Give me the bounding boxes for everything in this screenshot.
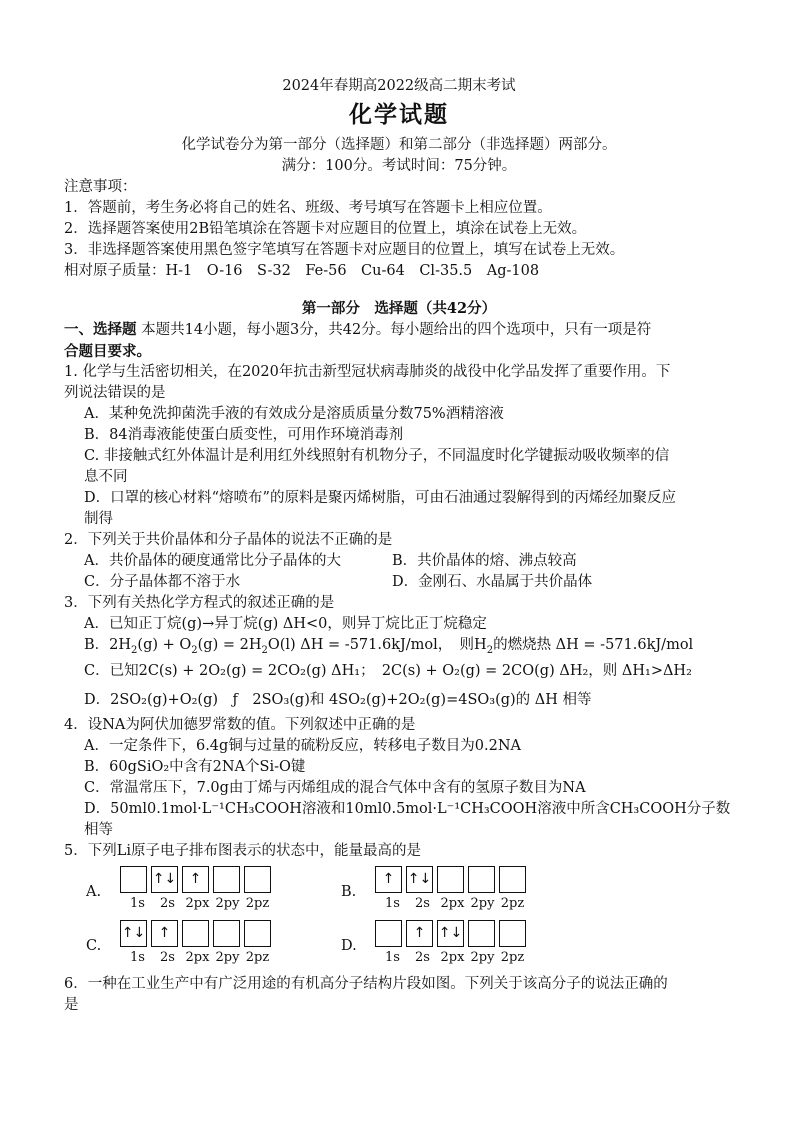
q5-options-row2 (64, 920, 734, 968)
orbital-label: 2pz (500, 949, 525, 965)
score-time: 满分：100分。考试时间：75分钟。 (281, 158, 517, 174)
q4-stem: 4．设NA为阿伏加德罗常数的值。下列叙述中正确的是 (64, 716, 416, 733)
orbital-2py (213, 866, 240, 893)
section-text: 本题共14小题，每小题3分，共42分。每小题给出的四个选项中，只有一项是符 (141, 322, 652, 338)
orbital-label: 2py (215, 949, 240, 965)
orbital-label: 1s (385, 895, 400, 911)
orbital-2py (468, 866, 495, 893)
orbital-1s: ↑↓ (120, 920, 147, 947)
q1-option-d: D．口罩的核心材料“熔喷布”的原料是聚丙烯树脂，可由石油通过裂解得到的丙烯经加聚反应 (84, 490, 676, 506)
section-label: 一、选择题 (64, 321, 137, 338)
q2-option-b: B．共价晶体的熔、沸点较高 (392, 553, 577, 569)
q4-option-d: D．50ml0.1mol·L⁻¹CH₃COOH溶液和10ml0.5mol·L⁻¹CH₃COOH溶液中所含CH₃COOH分子数 (84, 800, 731, 817)
part1-heading: 第一部分 选择题（共42分） (301, 300, 497, 317)
option-letter: B. (341, 883, 357, 900)
q5-stem: 5．下列Li原子电子排布图表示的状态中，能量最高的是 (64, 842, 421, 859)
q2-option-a: A．共价晶体的硬度通常比分子晶体的大 (84, 553, 341, 569)
q3-option-b: B．$2H_2(g) + O_2(g) = 2H_2O(l) \Delta H = -571.6kJ/mol$， 则$H_2$的燃烧热 ΔH = -571.6kJ/mol (84, 637, 694, 656)
option-letter: D. (341, 937, 357, 954)
orbital-2pz (244, 920, 271, 947)
orbital-label: 2px (185, 949, 210, 965)
q1-stem-cont: 列说法错误的是 (64, 385, 166, 401)
orbital-label: 2s (415, 949, 430, 965)
section-text-cont: 合题目要求。 (64, 343, 151, 360)
orbital-label: 2px (185, 895, 210, 911)
orbital-label: 1s (130, 949, 145, 965)
q1-option-b: B．84消毒液能使蛋白质变性，可用作环境消毒剂 (84, 427, 404, 443)
q3-option-a: A．已知正丁烷(g)→异丁烷(g) ΔH<0，则异丁烷比正丁烷稳定 (84, 616, 487, 632)
orbital-2py (468, 920, 495, 947)
orbital-label: 2s (160, 949, 175, 965)
orbital-2px: ↑↓ (437, 920, 464, 947)
q1-option-c-cont: 息不同 (84, 469, 128, 485)
orbital-label: 2pz (245, 895, 270, 911)
orbital-2px (437, 866, 464, 893)
q3-stem: 3．下列有关热化学方程式的叙述正确的是 (64, 595, 335, 611)
option-letter: A. (86, 883, 102, 900)
note-item: 3．非选择题答案使用黑色签字笔填写在答题卡对应题目的位置上，填写在试卷上无效。 (64, 242, 625, 258)
q5-options-row1 (64, 866, 734, 914)
q1-option-a: A．某种免洗抑菌洗手液的有效成分是溶质质量分数75%酒精溶液 (84, 406, 504, 422)
page-title: 化学试题 (349, 101, 449, 128)
orbital-2pz (499, 866, 526, 893)
orbital-2s: ↑ (151, 920, 178, 947)
q4-option-c: C．常温常压下，7.0g由丁烯与丙烯组成的混合气体中含有的氢原子数目为NA (84, 779, 586, 796)
orbital-label: 2px (440, 895, 465, 911)
q2-options-row2 (64, 572, 734, 593)
note-item: 2．选择题答案使用2B铅笔填涂在答题卡对应题目的位置上，填涂在试卷上无效。 (64, 221, 587, 237)
orbital-2pz (244, 866, 271, 893)
q5-option-a (64, 866, 319, 914)
q6-stem: 6．一种在工业生产中有广泛用途的有机高分子结构片段如图。下列关于该高分子的说法正确的 (64, 975, 668, 992)
q2-option-c: C．分子晶体都不溶于水 (84, 574, 241, 590)
orbital-label: 2s (160, 895, 175, 911)
exam-page (64, 76, 734, 1016)
q4-option-a: A．一定条件下，6.4g铜与过量的硫粉反应，转移电子数目为0.2NA (84, 737, 522, 754)
orbital-2px (182, 920, 209, 947)
section-instructions (64, 319, 734, 341)
orbital-1s (375, 920, 402, 947)
q1-stem: 1. 化学与生活密切相关，在2020年抗击新型冠状病毒肺炎的战役中化学品发挥了重要作用。下 (64, 364, 671, 380)
orbital-2pz (499, 920, 526, 947)
orbital-2s: ↑↓ (406, 866, 433, 893)
q3-option-c: C．已知2C(s) + 2O₂(g) = 2CO₂(g) ΔH₁； 2C(s) + O₂(g) = 2CO(g) ΔH₂，则 ΔH₁>ΔH₂ (84, 662, 692, 679)
option-letter: C. (86, 937, 102, 954)
orbital-label: 2py (470, 949, 495, 965)
q2-options-row1 (64, 551, 734, 572)
orbital-label: 2py (215, 895, 240, 911)
note-item: 1．答题前，考生务必将自己的姓名、班级、考号填写在答题卡上相应位置。 (64, 200, 552, 216)
orbital-2px: ↑ (182, 866, 209, 893)
orbital-label: 2pz (500, 895, 525, 911)
q1-option-d-cont: 制得 (84, 511, 113, 527)
atomic-mass: 相对原子质量：H-1 O-16 S-32 Fe-56 Cu-64 Cl-35.5 Ag-108 (64, 263, 540, 279)
q3-option-d: D．2SO₂(g)+O₂(g) ƒ 2SO₃(g)和 4SO₂(g)+2O₂(g)=4SO₃(g)的 ΔH 相等 (84, 691, 592, 708)
orbital-1s: ↑ (375, 866, 402, 893)
q4-option-b: B．60gSiO₂中含有2NA个Si-O键 (84, 758, 306, 775)
q2-stem: 2．下列关于共价晶体和分子晶体的说法不正确的是 (64, 532, 393, 548)
q5-option-c (64, 920, 319, 968)
orbital-label: 2px (440, 949, 465, 965)
q1-option-c: C. 非接触式红外体温计是利用红外线照射有机物分子，不同温度时化学键振动吸收频率的信 (84, 448, 670, 464)
q4-option-d-cont: 相等 (84, 821, 113, 838)
notes-heading: 注意事项： (64, 179, 137, 195)
orbital-2s: ↑ (406, 920, 433, 947)
orbital-2s: ↑↓ (151, 866, 178, 893)
orbital-label: 2s (415, 895, 430, 911)
orbital-1s (120, 866, 147, 893)
orbital-label: 2py (470, 895, 495, 911)
q2-option-d: D．金刚石、水晶属于共价晶体 (392, 574, 593, 590)
orbital-label: 2pz (245, 949, 270, 965)
orbital-2py (213, 920, 240, 947)
exam-line: 2024年春期高2022级高二期末考试 (282, 78, 516, 94)
exam-intro: 化学试卷分为第一部分（选择题）和第二部分（非选择题）两部分。 (181, 137, 617, 153)
q5-option-d (319, 920, 574, 968)
q6-stem-cont: 是 (64, 996, 79, 1013)
orbital-label: 1s (130, 895, 145, 911)
q5-option-b (319, 866, 574, 914)
orbital-label: 1s (385, 949, 400, 965)
